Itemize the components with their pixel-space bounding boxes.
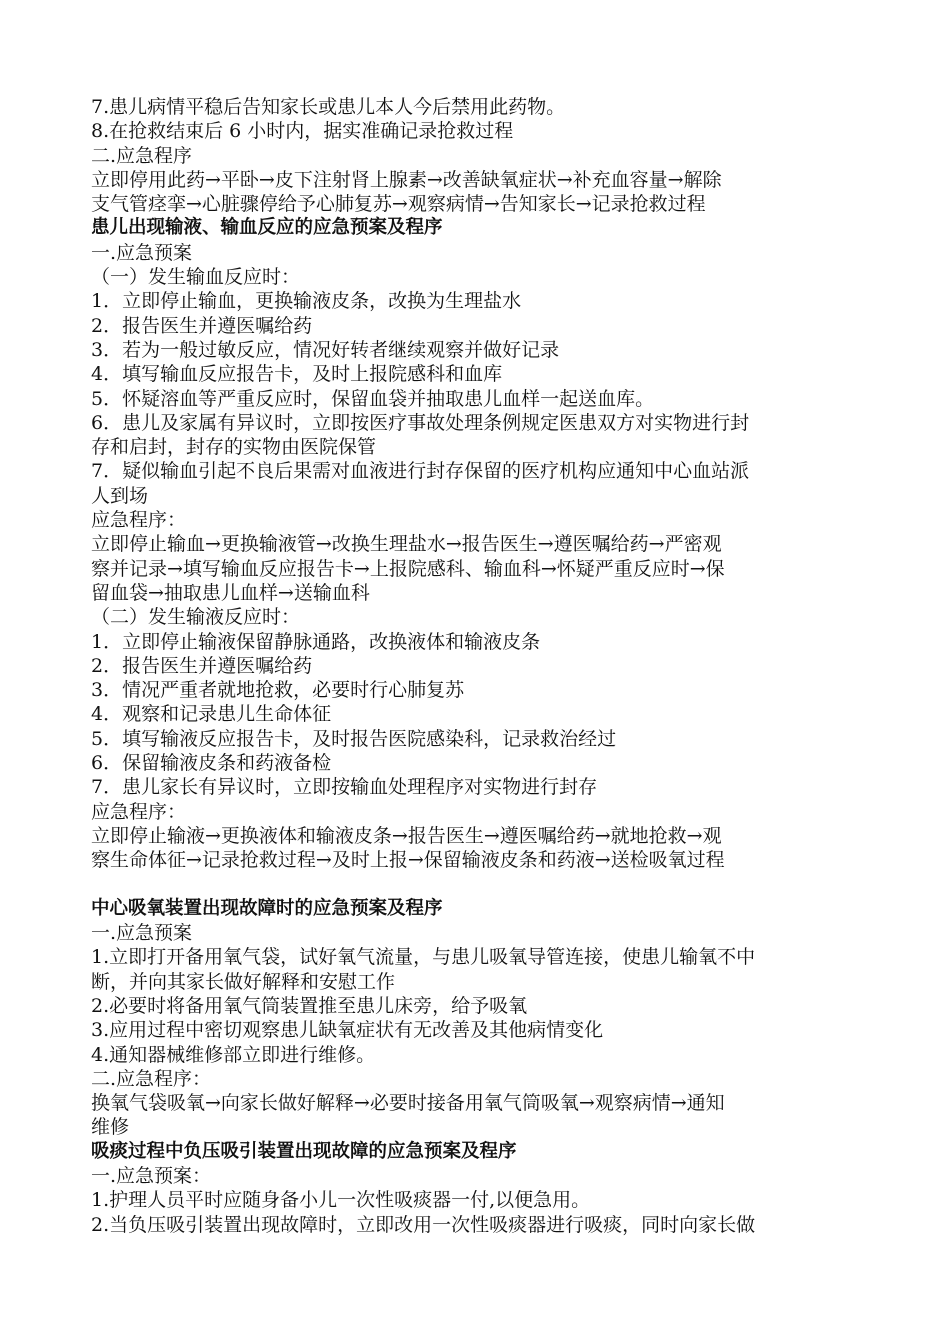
list-item-continuation: 断，并向其家长做好解释和安慰工作 (91, 970, 396, 993)
list-item: 3．情况严重者就地抢救，必要时行心肺复苏 (91, 679, 465, 702)
list-item: 2．报告医生并遵医嘱给药 (91, 654, 313, 677)
procedure-flow-line: 立即停止输液→更换液体和输液皮条→报告医生→遵医嘱给药→就地抢救→观 (91, 824, 722, 847)
section-label: 一.应急预案 (91, 241, 193, 264)
list-item: 6．保留输液皮条和药液备检 (91, 752, 332, 775)
section-label: 二.应急程序 (91, 144, 193, 167)
section-label: 应急程序： (91, 800, 187, 823)
subsection-label: （二）发生输液反应时： (91, 606, 301, 629)
document-page (91, 95, 871, 1237)
section-heading: 中心吸氧装置出现故障时的应急预案及程序 (91, 897, 443, 919)
list-item: 3．若为一般过敏反应，情况好转者继续观察并做好记录 (91, 338, 560, 361)
list-item: 1.护理人员平时应随身备小儿一次性吸痰器一付,以便急用。 (91, 1189, 591, 1212)
list-item: 2.必要时将备用氧气筒装置推至患儿床旁，给予吸氧 (91, 994, 528, 1017)
procedure-flow-line: 留血袋→抽取患儿血样→送输血科 (91, 581, 370, 604)
text-line: 8.在抢救结束后 6 小时内，据实准确记录抢救过程 (91, 120, 514, 143)
list-item: 3.应用过程中密切观察患儿缺氧症状有无改善及其他病情变化 (91, 1019, 604, 1042)
list-item: 7．疑似输血引起不良后果需对血液进行封存保留的医疗机构应通知中心血站派 (91, 460, 750, 483)
list-item-continuation: 存和启封，封存的实物由医院保管 (91, 436, 377, 459)
section-label: 二.应急程序： (91, 1067, 212, 1090)
procedure-flow-line: 察生命体征→记录抢救过程→及时上报→保留输液皮条和药液→送检吸氧过程 (91, 849, 725, 872)
blank-line (91, 873, 871, 897)
list-item-continuation: 人到场 (91, 484, 149, 507)
section-heading: 患儿出现输液、输血反应的应急预案及程序 (91, 217, 443, 239)
list-item: 7．患儿家长有异议时，立即按输血处理程序对实物进行封存 (91, 776, 598, 799)
list-item: 1．立即停止输液保留静脉通路，改换液体和输液皮条 (91, 630, 541, 653)
list-item: 4．填写输血反应报告卡，及时上报院感科和血库 (91, 363, 503, 386)
section-label: 一.应急预案： (91, 1165, 212, 1188)
section-label: 一.应急预案 (91, 922, 193, 945)
list-item: 2．报告医生并遵医嘱给药 (91, 314, 313, 337)
section-heading: 吸痰过程中负压吸引装置出现故障的应急预案及程序 (91, 1140, 517, 1162)
list-item: 5．填写输液反应报告卡，及时报告医院感染科，记录救治经过 (91, 727, 617, 750)
procedure-flow-line: 支气管痉挛→心脏骤停给予心肺复苏→观察病情→告知家长→记录抢救过程 (91, 193, 706, 216)
list-item: 4.通知器械维修部立即进行维修。 (91, 1043, 376, 1066)
list-item: 1.立即打开备用氧气袋，试好氧气流量，与患儿吸氧导管连接，使患儿输氧不中 (91, 946, 756, 969)
procedure-flow-line: 立即停止输血→更换输液管→改换生理盐水→报告医生→遵医嘱给药→严密观 (91, 533, 722, 556)
list-item: 6．患儿及家属有异议时，立即按医疗事故处理条例规定医患双方对实物进行封 (91, 411, 750, 434)
procedure-flow-line: 换氧气袋吸氧→向家长做好解释→必要时接备用氧气筒吸氧→观察病情→通知 (91, 1092, 725, 1115)
text-line: 7.患儿病情平稳后告知家长或患儿本人今后禁用此药物。 (91, 96, 566, 118)
section-label: 应急程序： (91, 509, 187, 532)
procedure-flow-line: 立即停用此药→平卧→皮下注射肾上腺素→改善缺氧症状→补充血容量→解除 (91, 168, 722, 191)
list-item: 4．观察和记录患儿生命体征 (91, 703, 332, 726)
list-item: 2.当负压吸引装置出现故障时，立即改用一次性吸痰器进行吸痰，同时向家长做 (91, 1213, 756, 1236)
subsection-label: （一）发生输血反应时： (91, 266, 301, 289)
list-item: 1．立即停止输血，更换输液皮条，改换为生理盐水 (91, 290, 522, 313)
procedure-flow-line: 维修 (91, 1116, 130, 1139)
procedure-flow-line: 察并记录→填写输血反应报告卡→上报院感科、输血科→怀疑严重反应时→保 (91, 557, 725, 580)
list-item: 5．怀疑溶血等严重反应时，保留血袋并抽取患儿血样一起送血库。 (91, 387, 655, 410)
